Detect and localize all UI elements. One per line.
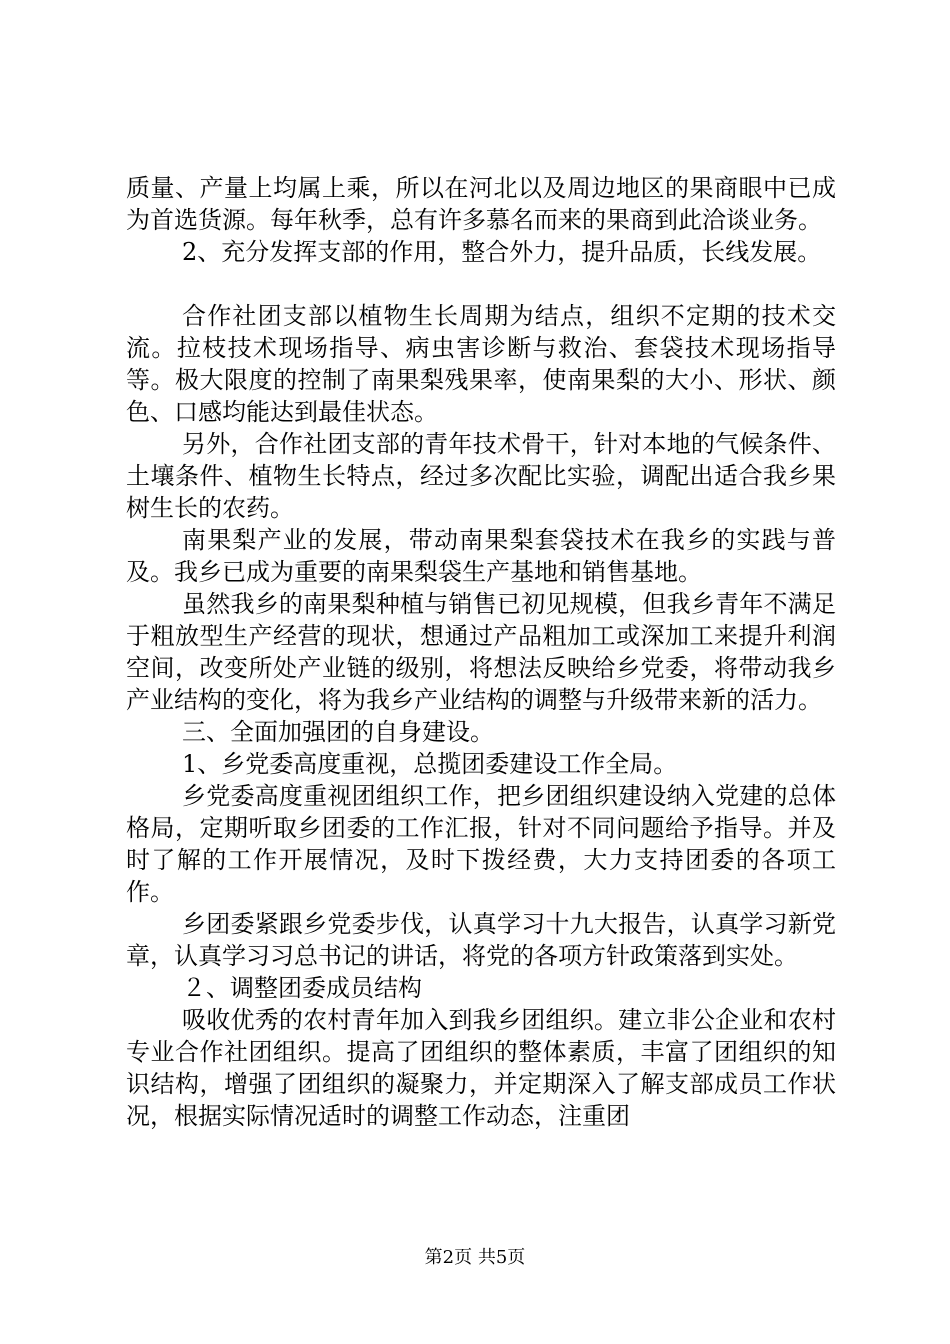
document-body — [126, 172, 836, 1132]
paragraph: 吸收优秀的农村青年加入到我乡团组织。建立非公企业和农村专业合作社团组织。提高了团组织的整体素质，丰富了团组织的知识结构，增强了团组织的凝聚力，并定期深入了解支部成员工作状况，根据实际情况适时的调整工作动态，注重团 — [126, 1006, 836, 1130]
paragraph: 乡党委高度重视团组织工作，把乡团组织建设纳入党建的总体格局，定期听取乡团委的工作汇报，针对不同问题给予指导。并及时了解的工作开展情况，及时下拨经费，大力支持团委的各项工作。 — [126, 782, 836, 906]
paragraph: 虽然我乡的南果梨种植与销售已初见规模，但我乡青年不满足于粗放型生产经营的现状，想通过产品粗加工或深加工来提升利润空间，改变所处产业链的级别，将想法反映给乡党委，将带动我乡产业结构的变化，将为我乡产业结构的调整与升级带来新的活力。 — [126, 590, 836, 714]
section-heading-2: 2、充分发挥支部的作用，整合外力，提升品质，长线发展。 — [182, 238, 822, 266]
page-number-footer: 第2页 共5页 — [424, 1247, 526, 1268]
paragraph: 另外，合作社团支部的青年技术骨干，针对本地的气候条件、土壤条件、植物生长特点，经过多次配比实验，调配出适合我乡果树生长的农药。 — [126, 430, 836, 522]
paragraph: 合作社团支部以植物生长周期为结点，组织不定期的技术交流。拉枝技术现场指导、病虫害诊断与救治、套袋技术现场指导等。极大限度的控制了南果梨残果率，使南果梨的大小、形状、颜色、口感均能达到最佳状态。 — [126, 302, 836, 426]
subsection-heading-1: 1、乡党委高度重视，总揽团委建设工作全局。 — [182, 750, 678, 778]
section-heading-3: 三、全面加强团的自身建设。 — [182, 718, 494, 746]
paragraph-continuation: 质量、产量上均属上乘，所以在河北以及周边地区的果商眼中已成为首选货源。每年秋季，总有许多慕名而来的果商到此洽谈业务。 — [126, 174, 836, 234]
paragraph: 南果梨产业的发展，带动南果梨套袋技术在我乡的实践与普及。我乡已成为重要的南果梨袋生产基地和销售基地。 — [126, 526, 836, 586]
paragraph: 乡团委紧跟乡党委步伐，认真学习十九大报告，认真学习新党章，认真学习习总书记的讲话，将党的各项方针政策落到实处。 — [126, 910, 836, 970]
subsection-heading-2: ２、调整团委成员结构 — [182, 974, 422, 1002]
